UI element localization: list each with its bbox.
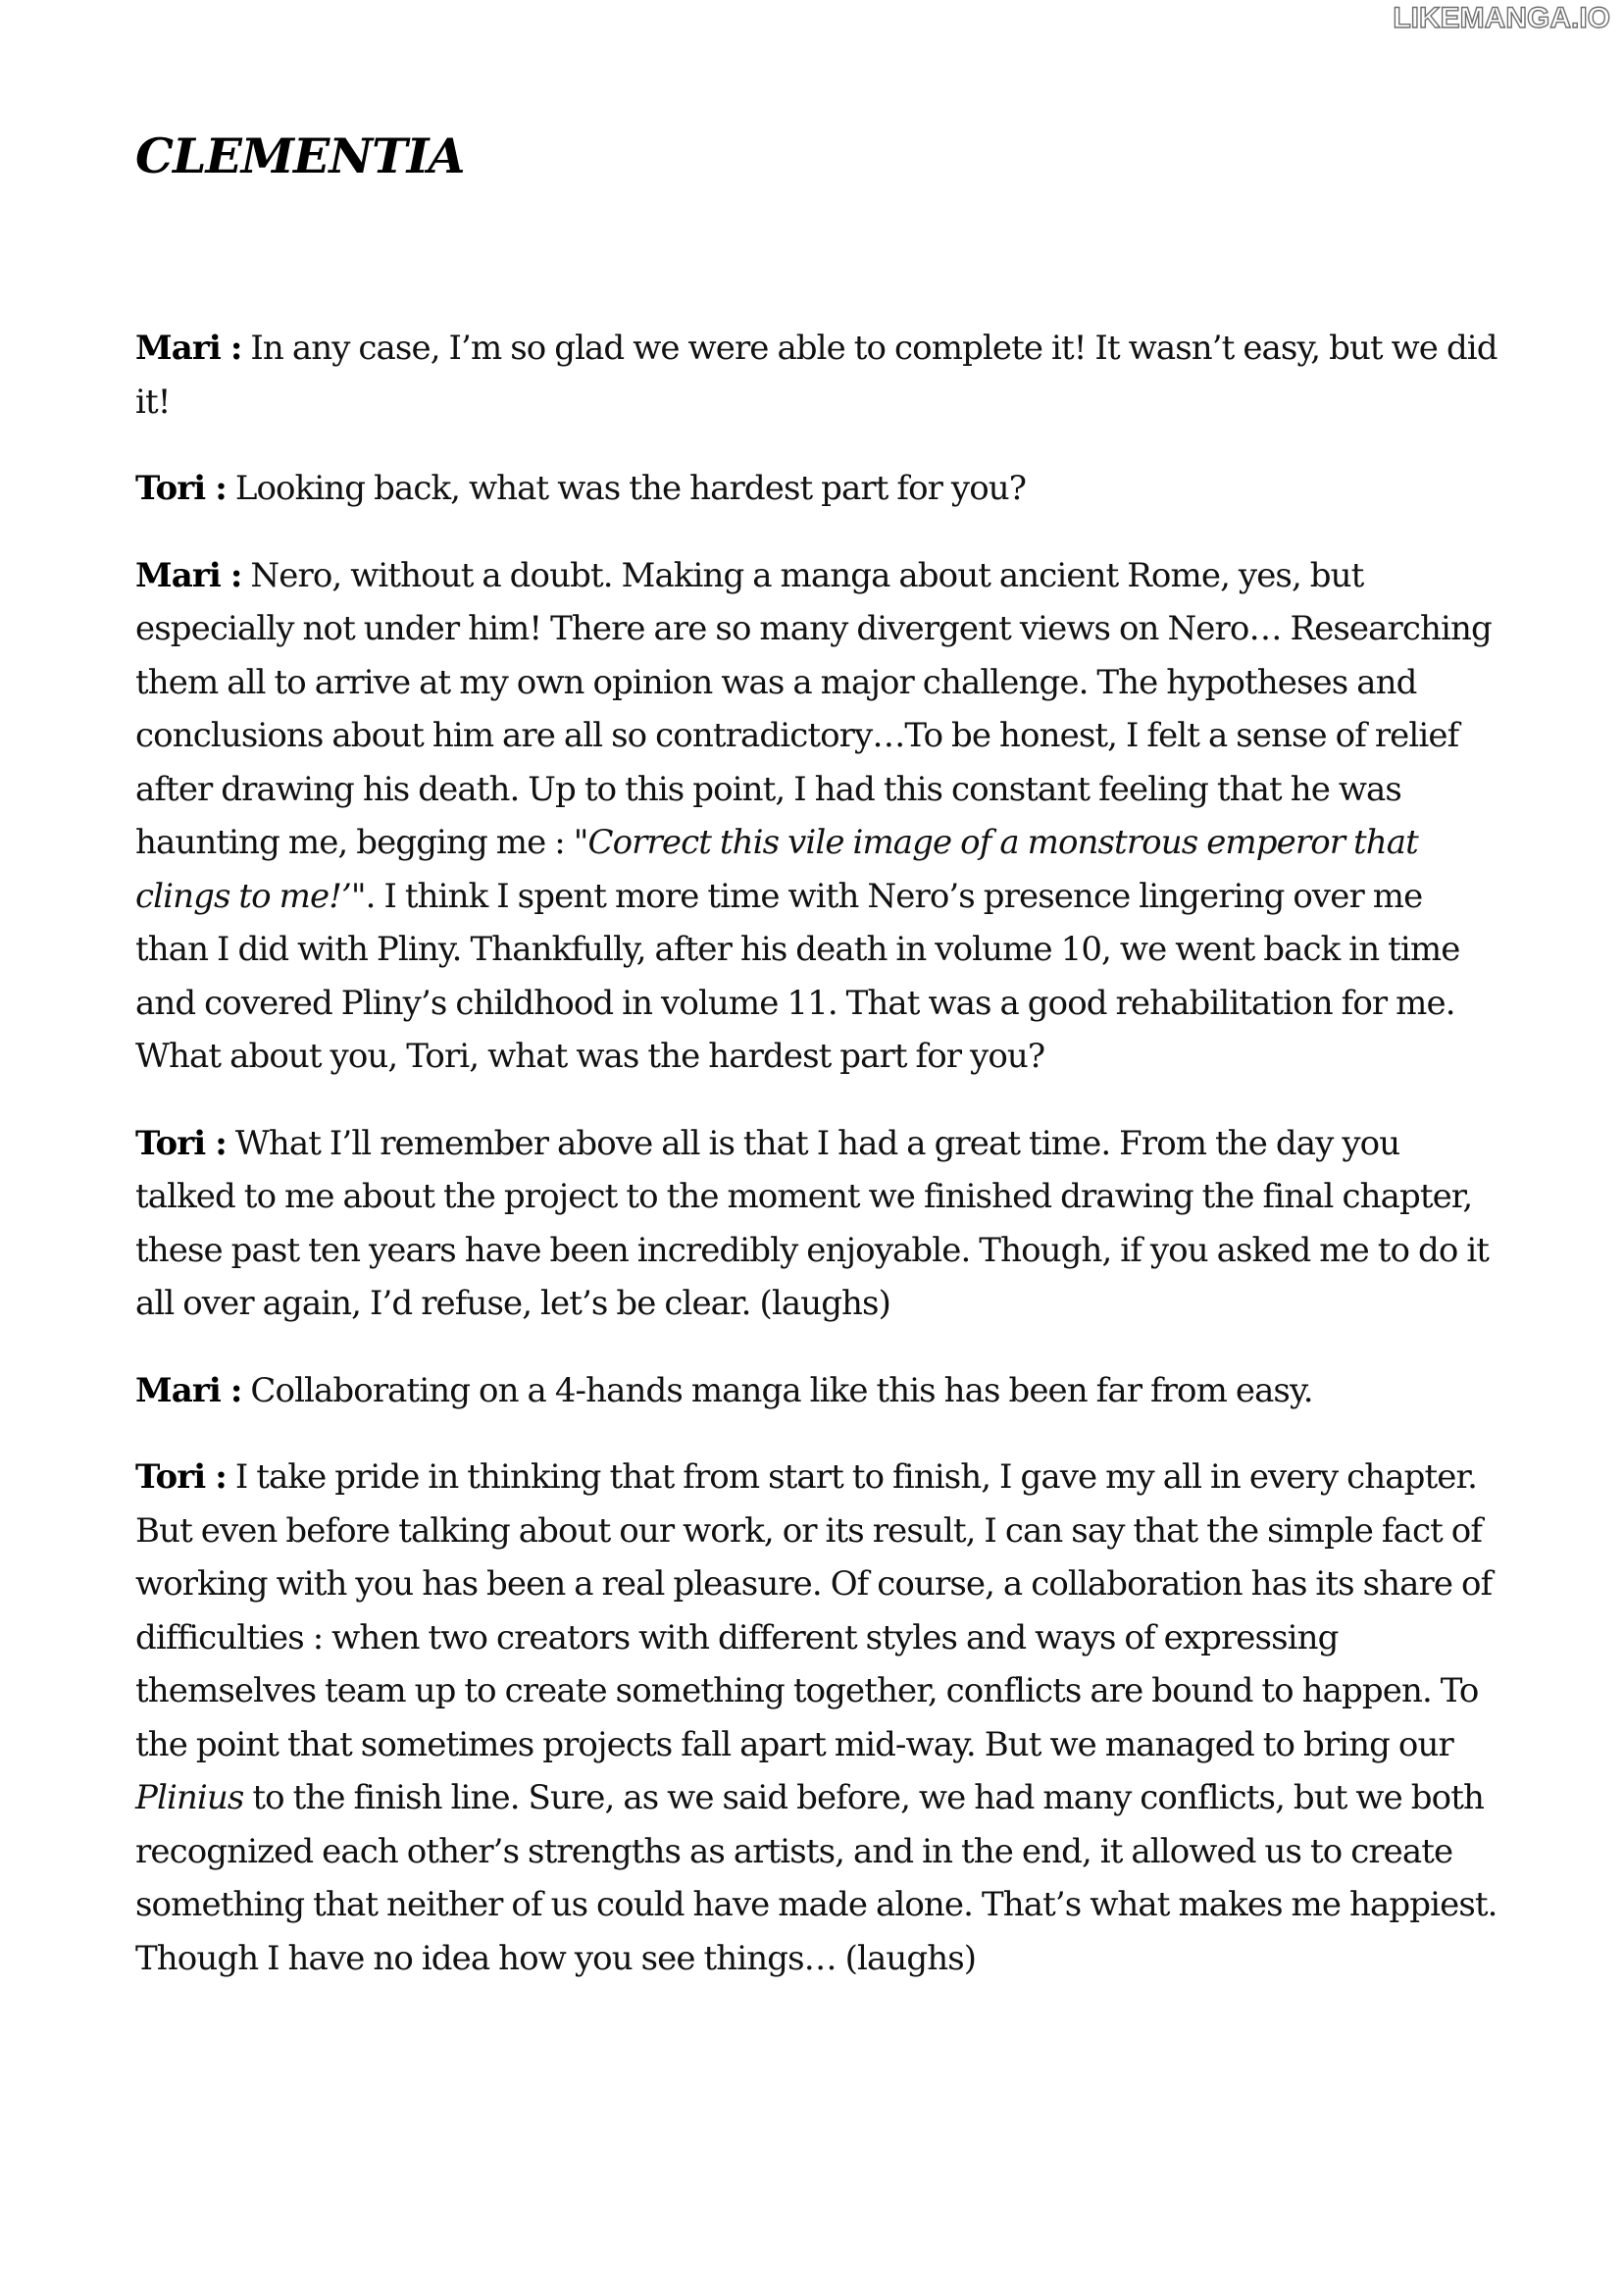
dialogue-text-continued: . I think I spent more time with Nero’s presence lingering over me than I did with Pliny. Thankfully, after his death in volume 10, we went back in time and covered Pliny’s childhood in volume 11. That was a good rehabilitation for me. What about you, Tori, what was the hardest part for you? (135, 876, 1460, 1076)
dialogue-text: Looking back, what was the hardest part for you? (226, 469, 1027, 508)
speaker-label: Tori : (135, 1457, 227, 1497)
speaker-label: Mari : (135, 1370, 242, 1410)
dialogue-text: In any case, I’m so glad we were able to complete it! It wasn’t easy, but we did it! (135, 329, 1497, 422)
dialogue-paragraph-mari-2 (135, 549, 1503, 1084)
dialogue-paragraph-tori-1 (135, 462, 1503, 516)
dialogue-paragraph-mari-3 (135, 1364, 1503, 1418)
dialogue-text: Collaborating on a 4-hands manga like this has been far from easy. (241, 1370, 1313, 1410)
watermark: LIKEMANGA.IO (1393, 2, 1610, 34)
dialogue-text-continued: to the finish line. Sure, as we said before, we had many conflicts, but we both recognized each other’s strengths as artists, and in the end, it allowed us to create something that neither of us could have made alone. That’s what makes me happiest. Though I have no idea how you see things… (laughs) (135, 1778, 1497, 1978)
dialogue-text: Nero, without a doubt. Making a manga about ancient Rome, yes, but especially not under him! There are so many divergent views on Nero… Researching them all to arrive at my own opinion was a major challenge. The hypotheses and conclusions about him are all so contradictory…To be honest, I felt a sense of relief after drawing his death. Up to this point, I had this constant feeling that he was haunting me, begging me : (135, 555, 1492, 862)
speaker-label: Mari : (135, 329, 242, 368)
work-title: Plinius (135, 1778, 244, 1817)
speaker-label: Tori : (135, 1123, 227, 1163)
dialogue-text: What I’ll remember above all is that I had a great time. From the day you talked to me about the project to the moment we finished drawing the final chapter, these past ten years have been incredibly enjoyable. Though, if you asked me to do it all over again, I’d refuse, let’s be clear. (laughs) (135, 1123, 1490, 1323)
page-title: CLEMENTIA (135, 127, 465, 184)
dialogue-paragraph-mari-1 (135, 322, 1503, 429)
interview-text (135, 322, 1503, 2018)
speaker-label: Mari : (135, 555, 242, 595)
dialogue-paragraph-tori-3 (135, 1451, 1503, 1985)
dialogue-paragraph-tori-2 (135, 1117, 1503, 1331)
dialogue-text: I take pride in thinking that from start to finish, I gave my all in every chapter. But even before talking about our work, or its result, I can say that the simple fact of working with you has been a real pleasure. Of course, a collaboration has its share of difficulties : when two creators with different styles and ways of expressing themselves team up to create something together, conflicts are bound to happen. To the point that sometimes projects fall apart mid-way. But we managed to bring our (135, 1457, 1493, 1764)
nero-quote: "Correct this vile image of a monstrous emperor that clings to me!’" (135, 823, 1418, 916)
speaker-label: Tori : (135, 469, 227, 508)
